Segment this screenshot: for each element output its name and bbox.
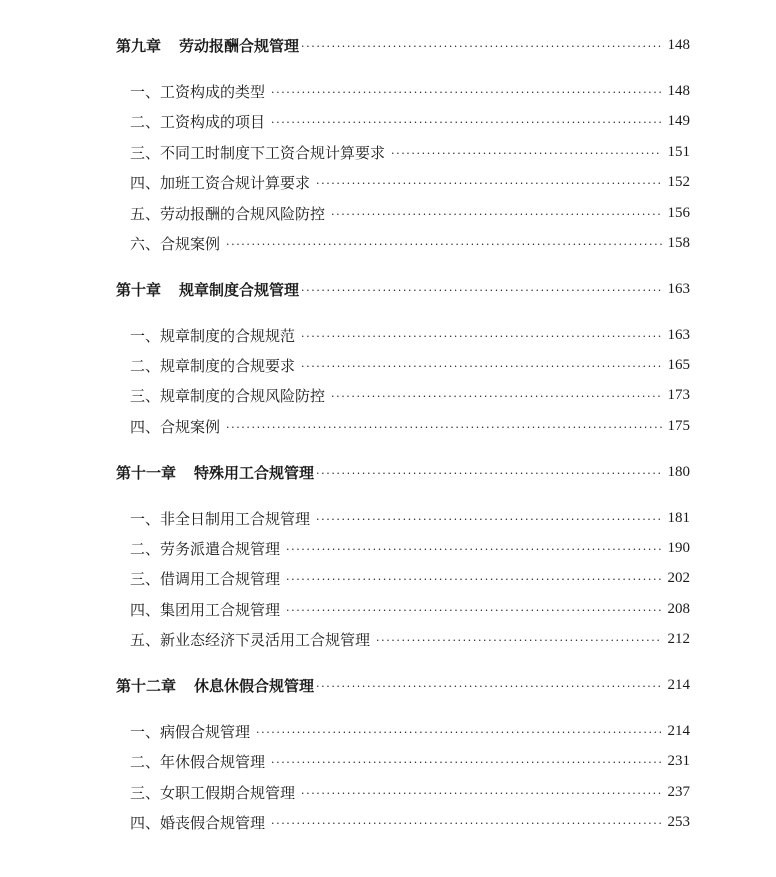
page-number: 214 <box>667 722 690 739</box>
toc-section-entry <box>130 382 690 408</box>
section-title: 四、婚丧假合规管理 <box>130 813 266 832</box>
toc-section-entry <box>130 322 690 348</box>
section-title: 一、非全日制用工合规管理 <box>130 509 311 528</box>
section-title: 三、规章制度的合规风险防控 <box>130 386 326 405</box>
page-number: 148 <box>667 36 690 53</box>
page-number: 202 <box>667 569 690 586</box>
toc-section-entry <box>130 535 690 561</box>
dot-leader <box>301 284 661 297</box>
dot-leader <box>271 86 661 99</box>
section-title: 三、女职工假期合规管理 <box>130 783 296 802</box>
dot-leader <box>226 238 661 251</box>
toc-section-entry <box>130 626 690 652</box>
section-title: 六、合规案例 <box>130 234 221 253</box>
toc-section-entry <box>130 108 690 134</box>
toc-section-entry <box>130 718 690 744</box>
page-number: 175 <box>667 417 690 434</box>
dot-leader <box>316 467 661 480</box>
toc-section-entry <box>130 169 690 195</box>
section-title: 一、病假合规管理 <box>130 722 251 741</box>
section-title: 二、年休假合规管理 <box>130 752 266 771</box>
toc-section-entry <box>130 413 690 439</box>
dot-leader <box>301 360 661 373</box>
section-title: 五、劳动报酬的合规风险防控 <box>130 204 326 223</box>
page-number: 163 <box>667 326 690 343</box>
section-title: 五、新业态经济下灵活用工合规管理 <box>130 630 371 649</box>
chapter-title: 休息休假合规管理 <box>194 676 315 695</box>
toc-chapter-entry <box>116 32 690 58</box>
section-title: 二、规章制度的合规要求 <box>130 356 296 375</box>
dot-leader <box>316 513 661 526</box>
toc-section-entry <box>130 352 690 378</box>
chapter-title: 规章制度合规管理 <box>179 280 300 299</box>
dot-leader <box>316 177 661 190</box>
section-title: 三、借调用工合规管理 <box>130 569 281 588</box>
dot-leader <box>331 208 661 221</box>
toc-section-entry <box>130 505 690 531</box>
chapter-title: 劳动报酬合规管理 <box>179 36 300 55</box>
dot-leader <box>271 116 661 129</box>
toc-section-entry <box>130 565 690 591</box>
dot-leader <box>331 390 661 403</box>
page-number: 181 <box>667 509 690 526</box>
dot-leader <box>286 573 661 586</box>
page-number: 156 <box>667 204 690 221</box>
page-number: 152 <box>667 173 690 190</box>
chapter-number: 第九章 <box>116 36 162 55</box>
page-number: 237 <box>667 783 690 800</box>
toc-section-entry <box>130 779 690 805</box>
section-title: 一、规章制度的合规规范 <box>130 326 296 345</box>
toc-section-entry <box>130 200 690 226</box>
toc-section-entry <box>130 139 690 165</box>
dot-leader <box>256 726 661 739</box>
section-title: 三、不同工时制度下工资合规计算要求 <box>130 143 386 162</box>
page-number: 173 <box>667 386 690 403</box>
page-number: 158 <box>667 234 690 251</box>
dot-leader <box>301 40 661 53</box>
dot-leader <box>301 330 661 343</box>
page-number: 212 <box>667 630 690 647</box>
page-number: 190 <box>667 539 690 556</box>
page-number: 231 <box>667 752 690 769</box>
dot-leader <box>226 421 661 434</box>
page-number: 214 <box>667 676 690 693</box>
page-number: 148 <box>667 82 690 99</box>
chapter-number: 第十二章 <box>116 676 177 695</box>
dot-leader <box>316 680 661 693</box>
page-number: 165 <box>667 356 690 373</box>
dot-leader <box>376 634 661 647</box>
chapter-title: 特殊用工合规管理 <box>194 463 315 482</box>
section-title: 四、合规案例 <box>130 417 221 436</box>
toc-section-entry <box>130 748 690 774</box>
chapter-number: 第十一章 <box>116 463 177 482</box>
section-title: 四、集团用工合规管理 <box>130 600 281 619</box>
section-title: 二、工资构成的项目 <box>130 112 266 131</box>
toc-section-entry <box>130 596 690 622</box>
dot-leader <box>271 756 661 769</box>
dot-leader <box>391 147 661 160</box>
page-number: 208 <box>667 600 690 617</box>
section-title: 二、劳务派遣合规管理 <box>130 539 281 558</box>
toc-chapter-entry <box>116 672 690 698</box>
toc-chapter-entry <box>116 276 690 302</box>
page-number: 180 <box>667 463 690 480</box>
page-number: 149 <box>667 112 690 129</box>
dot-leader <box>286 543 661 556</box>
dot-leader <box>286 604 661 617</box>
page-number: 163 <box>667 280 690 297</box>
toc-section-entry <box>130 230 690 256</box>
page-number: 253 <box>667 813 690 830</box>
dot-leader <box>271 817 661 830</box>
dot-leader <box>301 787 661 800</box>
chapter-number: 第十章 <box>116 280 162 299</box>
toc-section-entry <box>130 809 690 835</box>
section-title: 一、工资构成的类型 <box>130 82 266 101</box>
toc-chapter-entry <box>116 459 690 485</box>
page-number: 151 <box>667 143 690 160</box>
toc-section-entry <box>130 78 690 104</box>
section-title: 四、加班工资合规计算要求 <box>130 173 311 192</box>
